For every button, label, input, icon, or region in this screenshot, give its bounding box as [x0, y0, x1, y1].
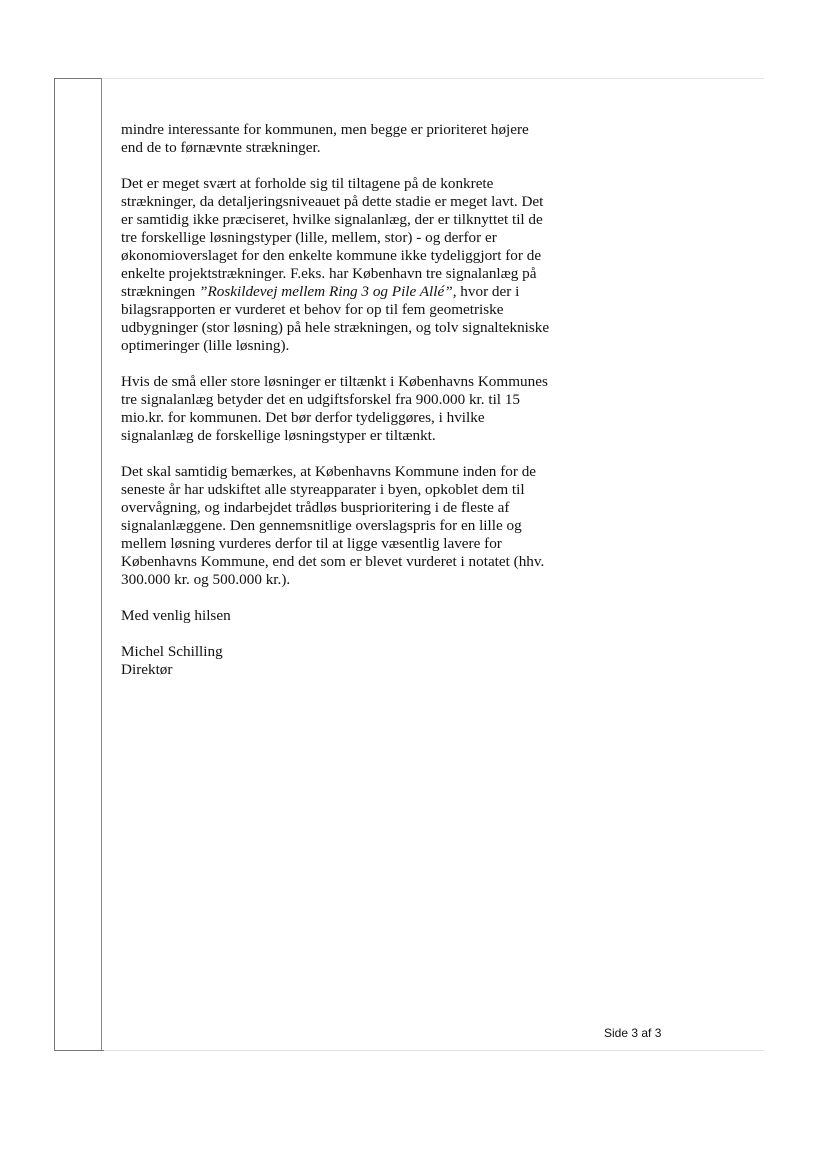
text-line: signalanlæg de forskellige løsningstyper er tiltænkt.	[121, 427, 436, 444]
route-name: ”Roskildevej mellem Ring 3 og Pile Allé”	[199, 283, 453, 300]
frame-top-rule	[54, 78, 764, 79]
text-segment: strækningen	[121, 283, 200, 300]
signature-block	[121, 643, 571, 679]
frame-margin-rule	[101, 78, 102, 1051]
text-line-with-italic	[121, 283, 571, 301]
text-line: end de to førnævnte strækninger.	[121, 139, 321, 156]
closing-greeting	[121, 607, 571, 625]
paragraph-2	[121, 175, 571, 355]
text-line: økonomioverslaget for den enkelte kommune ikke tydeliggjort for de	[121, 247, 542, 264]
paragraph-1	[121, 121, 571, 157]
text-line: mindre interessante for kommunen, men begge er prioriteret højere	[121, 121, 529, 138]
text-line: bilagsrapporten er vurderet et behov for op til fem geometriske	[121, 301, 504, 318]
signer-title: Direktør	[121, 661, 173, 678]
frame-top-margin-rule	[54, 78, 102, 79]
letter-body	[121, 121, 571, 697]
text-line: Det skal samtidig bemærkes, at Københavns Kommune inden for de	[121, 463, 537, 480]
text-line: seneste år har udskiftet alle styreapparater i byen, opkoblet dem til	[121, 481, 525, 498]
text-segment: , hvor der i	[452, 283, 520, 300]
text-line: Det er meget svært at forholde sig til tiltagene på de konkrete	[121, 175, 494, 192]
paragraph-3	[121, 373, 571, 445]
frame-bottom-margin-rule	[54, 1050, 104, 1051]
text-line: tre signalanlæg betyder det en udgiftsforskel fra 900.000 kr. til 15	[121, 391, 521, 408]
text-line: enkelte projektstrækninger. F.eks. har København tre signalanlæg på	[121, 265, 537, 282]
text-line: mio.kr. for kommunen. Det bør derfor tydeliggøres, i hvilke	[121, 409, 485, 426]
text-line: mellem løsning vurderes derfor til at ligge væsentlig lavere for	[121, 535, 502, 552]
text-line: signalanlæggene. Den gennemsnitlige overslagspris for en lille og	[121, 517, 522, 534]
text-line: Københavns Kommune, end det som er blevet vurderet i notatet (hhv.	[121, 553, 545, 570]
text-line: Hvis de små eller store løsninger er tiltænkt i Københavns Kommunes	[121, 373, 548, 390]
page-number: Side 3 af 3	[604, 1026, 662, 1040]
closing-text: Med venlig hilsen	[121, 607, 231, 624]
text-line: 300.000 kr. og 500.000 kr.).	[121, 571, 291, 588]
frame-left-rule	[54, 78, 55, 1051]
signer-name: Michel Schilling	[121, 643, 223, 660]
text-line: optimeringer (lille løsning).	[121, 337, 290, 354]
text-line: er samtidig ikke præciseret, hvilke signalanlæg, der er tilknyttet til de	[121, 211, 543, 228]
text-line: tre forskellige løsningstyper (lille, mellem, stor) - og derfor er	[121, 229, 497, 246]
text-line: overvågning, og indarbejdet trådløs busprioritering i de fleste af	[121, 499, 510, 516]
paragraph-4	[121, 463, 571, 589]
frame-bottom-rule	[54, 1050, 764, 1051]
text-line: strækninger, da detaljeringsniveauet på dette stadie er meget lavt. Det	[121, 193, 544, 210]
text-line: udbygninger (stor løsning) på hele strækningen, og tolv signaltekniske	[121, 319, 550, 336]
